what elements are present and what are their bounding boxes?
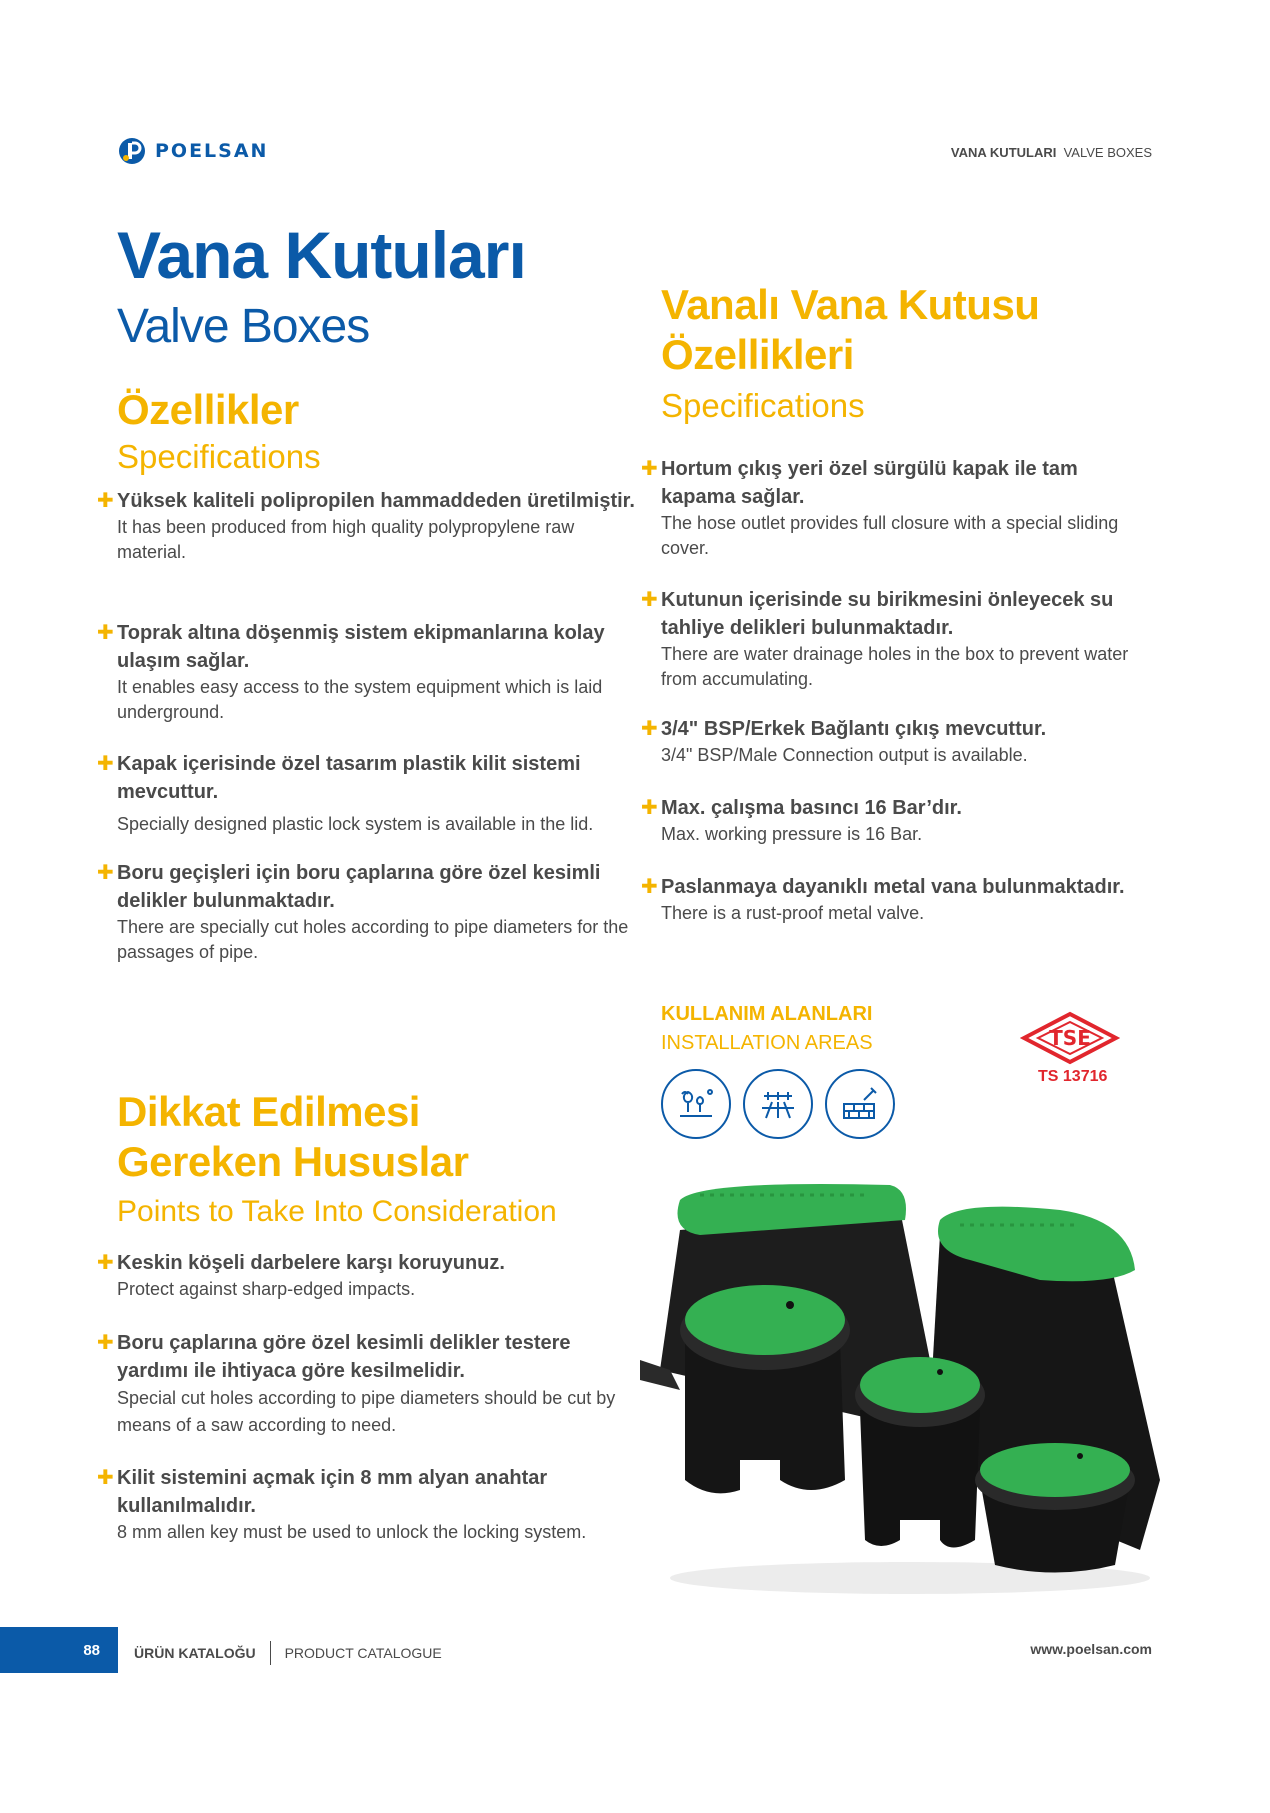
plus-icon: ✚ — [641, 718, 658, 740]
header-category-en: VALVE BOXES — [1063, 145, 1152, 160]
page-title: Vana Kutuları — [117, 218, 526, 292]
poelsan-logo-icon — [117, 136, 147, 166]
footer-divider — [270, 1641, 271, 1665]
consideration-item-en: Special cut holes according to pipe diameters should be cut by means of a saw according to need. — [117, 1388, 616, 1435]
plus-icon: ✚ — [97, 622, 114, 644]
plus-icon: ✚ — [641, 876, 658, 898]
valve-spec-item-en: 3/4" BSP/Male Connection output is available. — [661, 745, 1028, 765]
construction-icon — [825, 1069, 895, 1139]
consideration-item-tr: Keskin köşeli darbelere karşı koruyunuz. — [117, 1252, 505, 1274]
considerations-title-line2: Gereken Hususlar — [117, 1138, 469, 1186]
valve-spec-item-en: Max. working pressure is 16 Bar. — [661, 824, 923, 844]
valve-specs-title-line1: Vanalı Vana Kutusu — [661, 281, 1040, 328]
valve-spec-item-en: There are water drainage holes in the box to prevent water from accumulating. — [661, 644, 1129, 689]
considerations-subtitle: Points to Take Into Consideration — [117, 1195, 557, 1228]
valve-spec-item-en: The hose outlet provides full closure with a special sliding cover. — [661, 513, 1119, 558]
valve-specs-subtitle: Specifications — [661, 387, 865, 424]
installation-title: KULLANIM ALANLARI — [661, 1003, 873, 1025]
field-irrigation-icon — [743, 1069, 813, 1139]
specs-title: Özellikler — [117, 386, 299, 433]
plus-icon: ✚ — [97, 1332, 114, 1354]
header-category-tr: VANA KUTULARI — [950, 145, 1057, 160]
plus-icon: ✚ — [641, 797, 658, 819]
header-category — [951, 145, 1152, 160]
consideration-item — [97, 1249, 617, 1302]
valve-specs-title-line2: Özellikleri — [661, 331, 854, 379]
plus-icon: ✚ — [97, 490, 114, 512]
spec-item-en: It has been produced from high quality polypropylene raw material. — [117, 517, 575, 562]
plus-icon: ✚ — [97, 1467, 114, 1489]
considerations-title — [117, 1087, 469, 1188]
valve-spec-item-tr: 3/4" BSP/Erkek Bağlantı çıkış mevcuttur. — [661, 718, 1047, 740]
short-round-valve-box — [975, 1443, 1135, 1573]
garden-icon — [661, 1069, 731, 1139]
spec-item-tr: Toprak altına döşenmiş sistem ekipmanlarına kolay ulaşım sağlar. — [117, 622, 605, 672]
page-number: 88 — [0, 1627, 118, 1673]
considerations-title-line1: Dikkat Edilmesi — [117, 1088, 420, 1135]
spec-item-en: It enables easy access to the system equipment which is laid underground. — [117, 677, 603, 722]
consideration-item-en: Protect against sharp-edged impacts. — [117, 1279, 416, 1299]
spec-item-tr: Boru geçişleri için boru çaplarına göre özel kesimli delikler bulunmaktadır. — [117, 862, 601, 912]
valve-spec-item — [641, 586, 1141, 692]
consideration-item-tr: Boru çaplarına göre özel kesimli delikler testere yardımı ile ihtiyaca göre kesilmelidir. — [117, 1332, 571, 1382]
spec-item — [97, 619, 637, 725]
valve-spec-item-tr: Max. çalışma basıncı 16 Bar’dır. — [661, 797, 962, 819]
spec-item-en: Specially designed plastic lock system is available in the lid. — [117, 814, 594, 834]
plus-icon: ✚ — [641, 458, 658, 480]
valve-spec-item-tr: Hortum çıkış yeri özel sürgülü kapak ile tam kapama sağlar. — [661, 458, 1078, 508]
consideration-item — [97, 1329, 617, 1439]
spec-item — [97, 859, 637, 965]
plus-icon: ✚ — [641, 589, 658, 611]
valve-spec-item-tr: Kutunun içerisinde su birikmesini önleyecek su tahliye delikleri bulunmaktadır. — [661, 589, 1114, 639]
valve-spec-item-tr: Paslanmaya dayanıklı metal vana bulunmaktadır. — [661, 876, 1125, 898]
tse-logo — [1020, 1010, 1120, 1071]
tse-code: TS 13716 — [1038, 1068, 1108, 1085]
footer-catalogue-tr: ÜRÜN KATALOĞU — [134, 1645, 256, 1661]
consideration-item-tr: Kilit sistemini açmak için 8 mm alyan anahtar kullanılmalıdır. — [117, 1467, 548, 1517]
page-subtitle: Valve Boxes — [117, 300, 370, 353]
medium-round-valve-box — [680, 1285, 850, 1493]
valve-boxes-product-image — [640, 1180, 1160, 1600]
plus-icon: ✚ — [97, 753, 114, 775]
spec-item-en: There are specially cut holes according to pipe diameters for the passages of pipe. — [117, 917, 629, 962]
valve-specs-title — [661, 280, 1039, 381]
tse-logo-text: TSE — [1049, 1026, 1091, 1050]
valve-spec-item — [641, 873, 1141, 926]
installation-subtitle: INSTALLATION AREAS — [661, 1032, 873, 1054]
valve-spec-item — [641, 455, 1141, 561]
website-link[interactable]: www.poelsan.com — [1030, 1641, 1152, 1657]
plus-icon: ✚ — [97, 1252, 114, 1274]
plus-icon: ✚ — [97, 862, 114, 884]
footer-catalogue — [134, 1641, 442, 1665]
valve-spec-item-en: There is a rust-proof metal valve. — [661, 903, 925, 923]
spec-item — [97, 487, 637, 565]
valve-spec-item — [641, 794, 1141, 847]
poelsan-logo — [117, 134, 287, 168]
valve-spec-item — [641, 715, 1141, 768]
consideration-item-en: 8 mm allen key must be used to unlock the locking system. — [117, 1522, 587, 1542]
spec-item — [97, 750, 637, 837]
specs-subtitle: Specifications — [117, 438, 321, 475]
spec-item-tr: Yüksek kaliteli polipropilen hammaddeden üretilmiştir. — [117, 490, 635, 512]
small-round-valve-box — [855, 1357, 985, 1548]
consideration-item — [97, 1464, 617, 1545]
logo-text: POELSAN — [155, 140, 269, 162]
footer-catalogue-en: PRODUCT CATALOGUE — [284, 1645, 442, 1661]
spec-item-tr: Kapak içerisinde özel tasarım plastik kilit sistemi mevcuttur. — [117, 753, 581, 803]
